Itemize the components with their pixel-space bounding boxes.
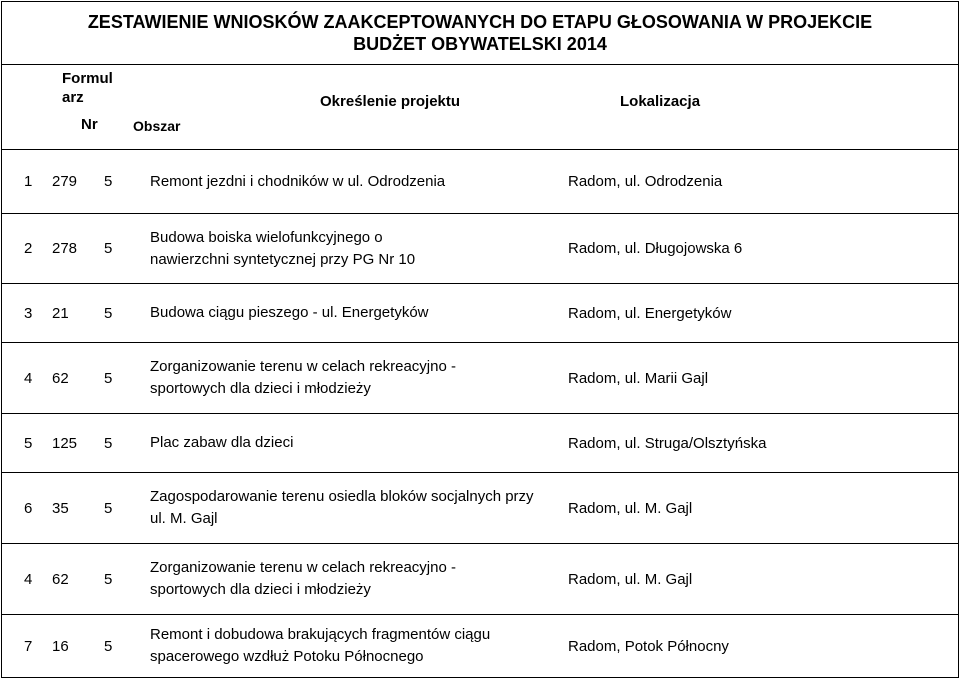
row-nr: 62 [52, 570, 69, 588]
table-row [2, 414, 959, 473]
row-lp: 4 [24, 369, 33, 387]
row-lokalizacja: Radom, ul. Energetyków [568, 304, 732, 322]
row-lp: 3 [24, 304, 33, 322]
row-nr: 21 [52, 304, 69, 322]
row-lokalizacja: Radom, ul. Struga/Olsztyńska [568, 434, 767, 452]
row-obszar: 5 [104, 499, 113, 517]
row-lp: 5 [24, 434, 33, 452]
table-row [2, 214, 959, 284]
row-obszar: 5 [104, 173, 113, 190]
table-row [2, 473, 959, 544]
table-row [2, 284, 959, 343]
row-lp: 6 [24, 499, 33, 517]
row-lokalizacja: Radom, ul. Odrodzenia [568, 173, 723, 190]
row-nr: 35 [52, 499, 69, 517]
row-obszar: 5 [104, 570, 113, 588]
row-nr: 125 [52, 434, 78, 452]
header-nr: Nr [81, 116, 98, 133]
row-lokalizacja: Radom, Potok Północny [568, 637, 729, 655]
row-obszar: 5 [104, 434, 113, 452]
row-lp: 7 [24, 637, 33, 655]
table-row [2, 343, 959, 414]
row-lp: 1 [24, 173, 33, 190]
table-row [2, 615, 959, 678]
table-header [2, 65, 959, 150]
title-line-1: ZESTAWIENIE WNIOSKÓW ZAAKCEPTOWANYCH DO ETAPU GŁOSOWANIA W PROJEKCIE [87, 12, 873, 32]
row-lokalizacja: Radom, ul. Marii Gajl [568, 369, 709, 387]
row-projekt: Zorganizowanie terenu w celach rekreacyjno - sportowych dla dzieci i młodzieży [150, 358, 456, 397]
row-lokalizacja: Radom, ul. M. Gajl [568, 499, 693, 517]
table-row [2, 150, 959, 214]
row-lp: 2 [24, 240, 33, 257]
document-title [2, 2, 959, 65]
row-nr: 62 [52, 369, 69, 387]
header-lokalizacja: Lokalizacja [620, 92, 701, 110]
row-projekt: Zorganizowanie terenu w celach rekreacyjno - sportowych dla dzieci i młodzieży [150, 559, 456, 598]
row-projekt: Remont jezdni i chodników w ul. Odrodzenia [150, 172, 446, 190]
header-projekt: Określenie projektu [320, 92, 461, 110]
row-projekt: Budowa ciągu pieszego - ul. Energetyków [150, 304, 429, 321]
row-lp: 4 [24, 570, 33, 588]
row-lokalizacja: Radom, ul. M. Gajl [568, 570, 693, 588]
row-obszar: 5 [104, 369, 113, 387]
header-formularz: Formul arz [62, 70, 113, 106]
row-projekt: Remont i dobudowa brakujących fragmentów ciągu spacerowego wzdłuż Potoku Północnego [150, 626, 491, 665]
row-obszar: 5 [104, 637, 113, 655]
header-obszar: Obszar [133, 118, 181, 134]
row-obszar: 5 [104, 240, 113, 257]
row-obszar: 5 [104, 304, 113, 322]
row-projekt: Budowa boiska wielofunkcyjnego o nawierzchni syntetycznej przy PG Nr 10 [150, 228, 416, 268]
row-nr: 279 [52, 173, 78, 190]
row-nr: 278 [52, 240, 78, 257]
row-nr: 16 [52, 637, 69, 655]
table-row [2, 544, 959, 615]
row-projekt: Zagospodarowanie terenu osiedla bloków socjalnych przy ul. M. Gajl [150, 488, 534, 527]
title-line-2: BUDŻET OBYWATELSKI 2014 [353, 34, 607, 54]
projects-table [1, 1, 959, 678]
row-lokalizacja: Radom, ul. Długojowska 6 [568, 240, 743, 257]
row-projekt: Plac zabaw dla dzieci [150, 434, 294, 451]
